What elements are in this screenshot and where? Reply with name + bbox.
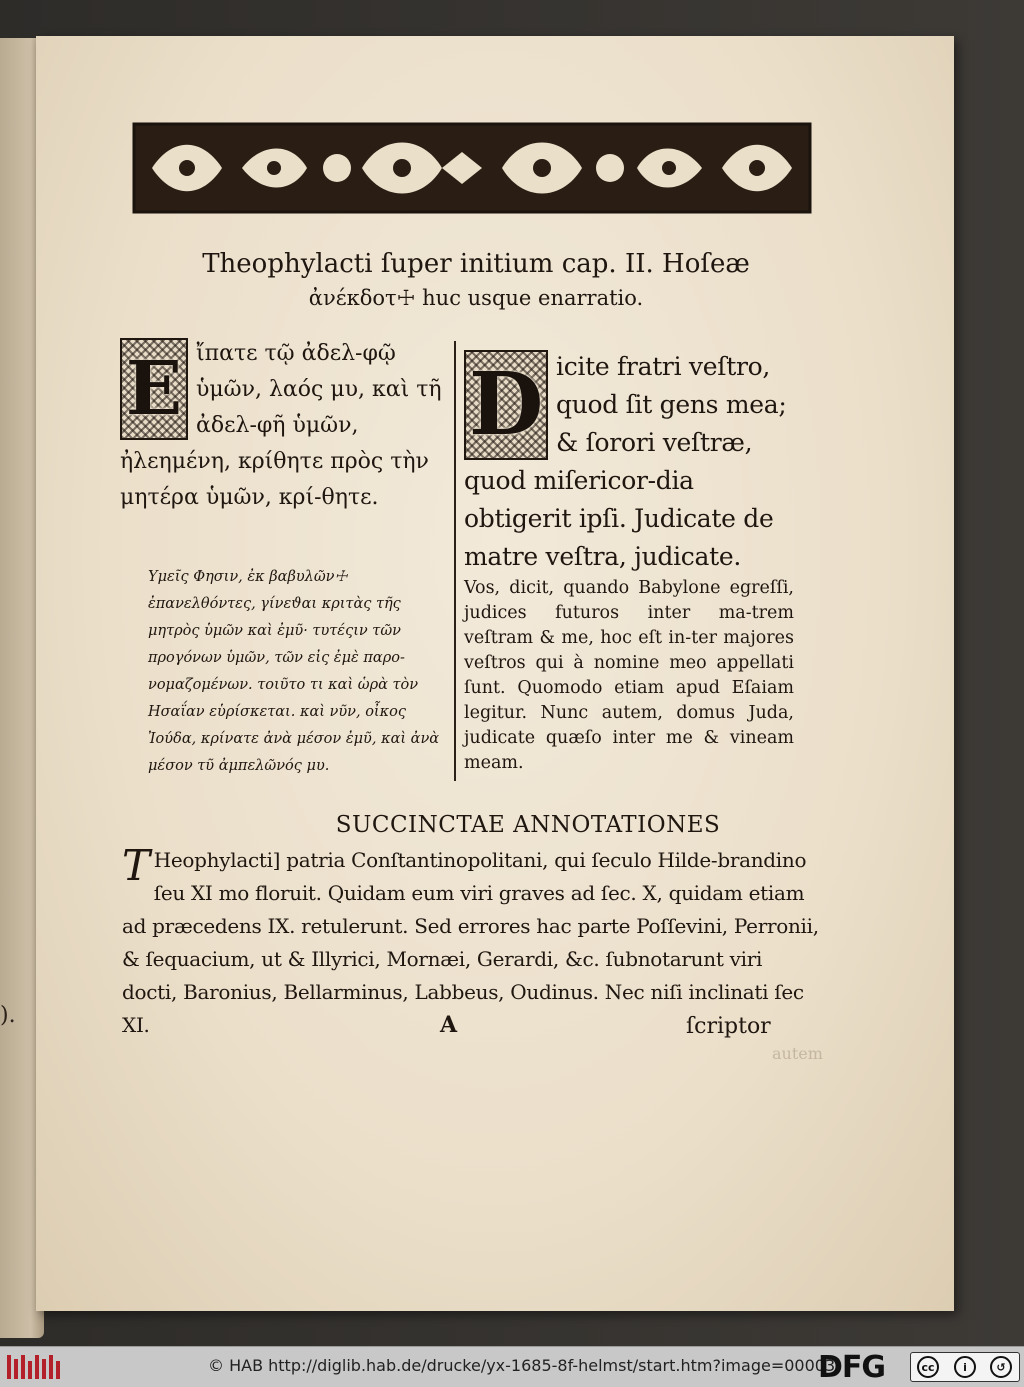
- catchword: ſcriptor: [686, 1014, 771, 1039]
- dfg-logo: DFG: [818, 1350, 886, 1385]
- signature-mark: A: [440, 1012, 458, 1038]
- latin-text-column: [464, 348, 788, 576]
- annotations-heading: SUCCINCTAE ANNOTATIONES: [335, 812, 721, 838]
- greek-text: ἴπατε τῷ ἀδελ-φῷ ὑμῶν, λαός μυ, καὶ τῆ ἀδελ-φῆ ὑμῶν, ἠλεημένη, κρίθητε πρὸς τὴν μητέρα ὑμῶν, κρί-θητε.: [120, 341, 442, 510]
- ornamental-header-band: [132, 122, 812, 214]
- annotations-body: [122, 841, 822, 1042]
- previous-page-glyph: ).: [0, 1003, 16, 1028]
- page-title: Theophylacti ſuper initium cap. II. Hoſeæ: [202, 249, 750, 279]
- book-page: [36, 36, 954, 1311]
- attribution-icon: i: [954, 1356, 976, 1378]
- decorated-initial-latin: D: [464, 350, 548, 460]
- bleed-through-text: autem: [772, 1044, 823, 1063]
- greek-text-column: [120, 336, 442, 516]
- annotations-initial: T: [122, 841, 150, 890]
- decorated-initial-greek: E: [120, 338, 188, 440]
- annotations-text: Heophylacti] patria Conſtantinopolitani, qui ſeculo Hilde-brandino ſeu XI mo floruit. Quidam eum viri graves ad ſec. X, quidam etiam ad præcedens IX. retulerunt. Sed errores hac parte Poſſevini, Perronii, & ſequacium, ut & Illyrici, Mornæi, Gerardi, &c. ſubnotarunt viri docti, Baronius, Bellarminus, Labbeus, Oudinus. Nec niſi inclinati ſec XI.: [122, 848, 819, 1037]
- greek-commentary: Υμεῖς Φησιν, ἐκ βαβυλῶν☩ ἐπανελθόντες, γίνεϑαι κριτὰς τῆς μητρὸς ὑμῶν καὶ ἐμῦ· τυτέςιν τῶν προγόνων ὑμῶν, τῶν εἰς ἐμὲ παρο-νομαζομένων. τοιῦτο τι καὶ ὡρὰ τὸν Ησαΐαν εὑρίσκεται. καὶ νῦν, οἶκος Ἰούδα, κρίνατε ἀνὰ μέσον ἐμῦ, καὶ ἀνὰ μέσον τῦ ἀμπελῶνός μυ.: [148, 569, 440, 774]
- page-subtitle: ἀνέκδοτ☩ huc usque enarratio.: [308, 286, 644, 310]
- viewer-footer: [0, 1346, 1024, 1387]
- latin-text: icite fratri veſtro, quod ſit gens mea; & ſorori veſtræ, quod miſericor-dia obtigerit ipſi. Judicate de matre veſtra, judicate.: [464, 352, 787, 571]
- hab-logo-icon: [6, 1353, 66, 1381]
- creative-commons-badge[interactable]: [910, 1352, 1020, 1382]
- cc-icon: cc: [917, 1356, 939, 1378]
- latin-commentary: Vos, dicit, quando Babylone egreſſi, judices futuros inter ma-trem veſtram & me, hoc eſt in-ter majores veſtros qui à nomine meo appellati ſunt. Quomodo etiam apud Eſaiam legitur. Nunc autem, domus Juda, judicate quæſo inter me & vineam meam.: [464, 578, 794, 773]
- copyright-link[interactable]: © HAB http://diglib.hab.de/drucke/yx-1685-8f-helmst/start.htm?image=00003: [208, 1356, 836, 1375]
- column-divider: [454, 341, 456, 781]
- share-alike-icon: ↺: [990, 1356, 1012, 1378]
